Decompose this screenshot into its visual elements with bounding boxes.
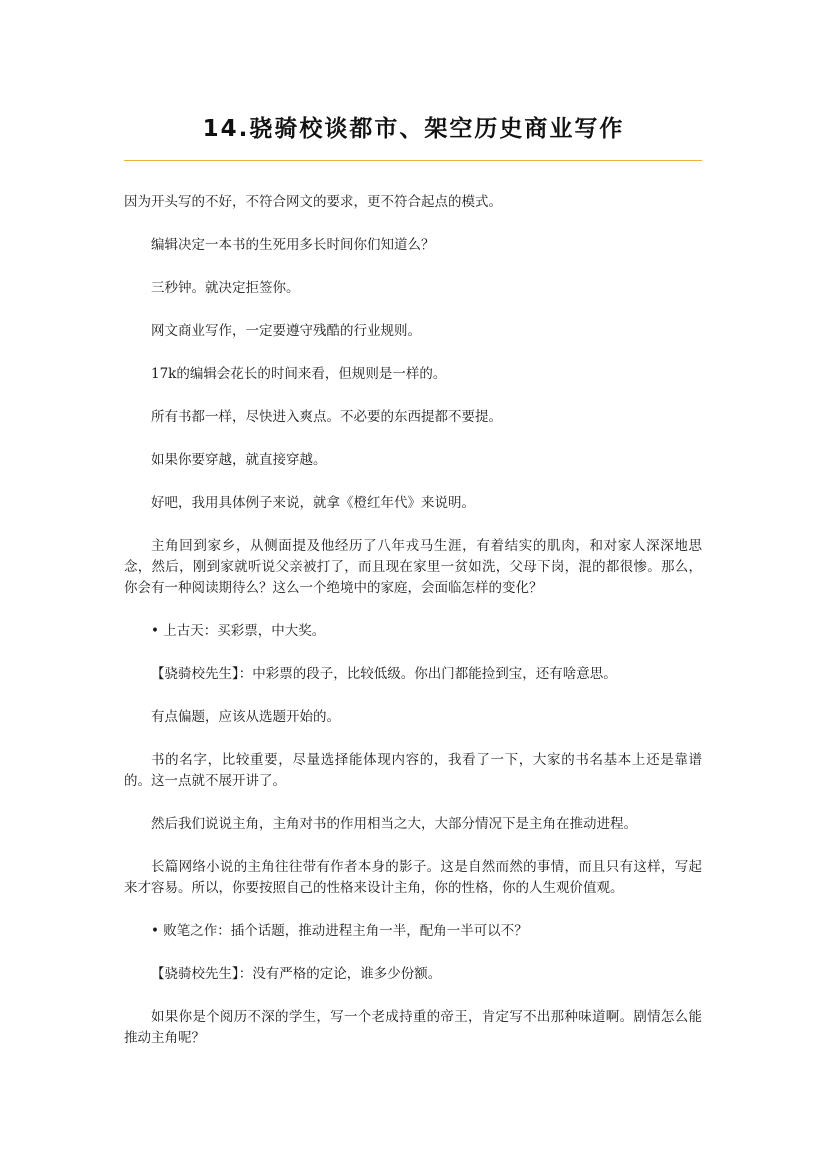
- paragraph: 网文商业写作，一定要遵守残酷的行业规则。: [151, 323, 421, 339]
- paragraph: 主角回到家乡，从侧面提及他经历了八年戎马生涯，有着结实的肌肉，和对家人深深地思念，然后，刚到家就听说父亲被打了，而且现在家里一贫如洗，父母下岗，混的都很惨。那么，你会有一种阅读期待么？这么一个绝境中的家庭，会面临怎样的变化？: [124, 538, 702, 596]
- paragraph: 长篇网络小说的主角往往带有作者本身的影子。这是自然而然的事情，而且只有这样，写起来才容易。所以，你要按照自己的性格来设计主角，你的性格，你的人生观价值观。: [124, 859, 702, 896]
- paragraph: 因为开头写的不好，不符合网文的要求，更不符合起点的模式。: [124, 194, 502, 210]
- paragraph: 17k的编辑会花长的时间来看，但规则是一样的。: [151, 366, 447, 382]
- paragraph: 好吧，我用具体例子来说，就拿《橙红年代》来说明。: [151, 495, 475, 511]
- paragraph: 所有书都一样，尽快进入爽点。不必要的东西提都不要提。: [151, 409, 502, 425]
- bullet-question: • 上古天：买彩票，中大奖。: [151, 623, 326, 639]
- paragraph: 然后我们说说主角，主角对书的作用相当之大，大部分情况下是主角在推动进程。: [151, 816, 637, 832]
- article-body: [124, 192, 702, 1071]
- paragraph: 有点偏题，应该从选题开始的。: [151, 709, 340, 725]
- title-divider: [124, 160, 702, 161]
- answer-paragraph: 【骁骑校先生】：没有严格的定论，谁多少份额。: [151, 966, 442, 982]
- paragraph: 编辑决定一本书的生死用多长时间你们知道么？: [151, 237, 435, 253]
- paragraph: 三秒钟。就决定拒签你。: [151, 280, 300, 296]
- paragraph: 书的名字，比较重要，尽量选择能体现内容的，我看了一下，大家的书名基本上还是靠谱的。这一点就不展开讲了。: [124, 752, 702, 789]
- paragraph: 如果你是个阅历不深的学生，写一个老成持重的帝王，肯定写不出那种味道啊。剧情怎么能推动主角呢？: [124, 1009, 702, 1046]
- answer-paragraph: 【骁骑校先生】：中彩票的段子，比较低级。你出门都能捡到宝，还有啥意思。: [151, 666, 617, 682]
- page-title: 14.骁骑校谈都市、架空历史商业写作: [202, 116, 625, 142]
- bullet-question: • 败笔之作：插个话题，推动进程主角一半，配角一半可以不？: [151, 923, 528, 939]
- paragraph: 如果你要穿越，就直接穿越。: [151, 452, 327, 468]
